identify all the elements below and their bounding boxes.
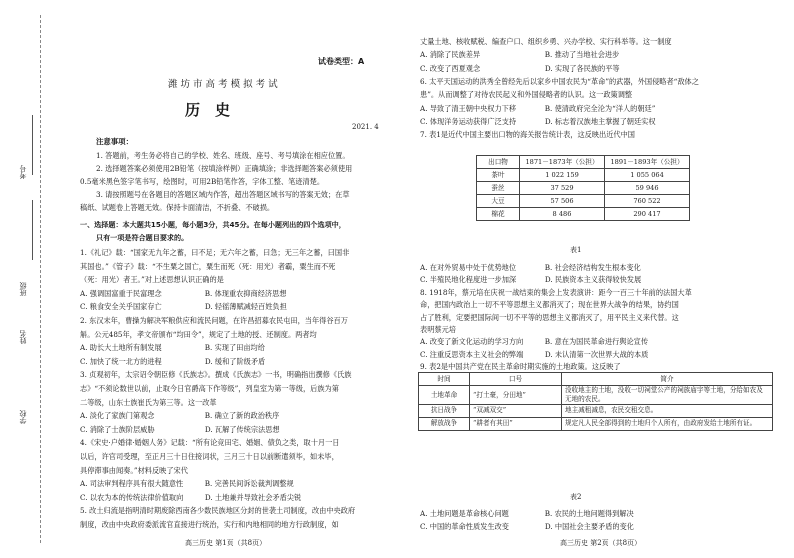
table1-row <box>477 169 690 182</box>
question-line: C. 消除了士族阶层威胁 D. 瓦解了传统宗法思想 <box>80 424 280 434</box>
table1-caption: 表1 <box>570 246 582 254</box>
table2-cell: “双减双交” <box>470 404 562 417</box>
note-line: 1. 答题前，考生务必将自己的学校、姓名、班级、座号、考号填涂在相应位置。 <box>96 151 350 160</box>
question-line: A. 淡化了家族门第观念 B. 确立了新的政治秩序 <box>80 411 280 421</box>
table1-cell: 37 529 <box>520 182 605 195</box>
footer-right: 高三历史 第2页（共8页） <box>560 539 642 547</box>
question-line: 患”。从而调整了对待农民起义和外国侵略者的认识。这一政策调整 <box>420 90 633 100</box>
question-line: A. 强调国富重于民富理念 B. 体现重农抑商经济思想 <box>80 288 287 298</box>
table2-header: 口号 <box>470 373 562 386</box>
table1-header-row <box>477 156 690 169</box>
question-line: 2. 东汉末年，曹操为解决军粮供应和流民问题，在许昌招募农民屯田，当年得谷百万 <box>80 316 348 325</box>
banji-underline <box>32 200 34 260</box>
question-line: 表明蔡元培 <box>420 325 456 334</box>
table1-cell: 蚕丝 <box>477 182 520 195</box>
table2-cell: “耕者有其田” <box>470 417 562 430</box>
question-line: 6. 太平天国运动的洪秀全曾经先后以家乡中国农民为“革命”的武器，外国侵略者“敌体之 <box>420 76 699 86</box>
question-line: A. 在对外贸易中处于优势地位 B. 社会经济结构发生根本变化 <box>420 263 641 272</box>
table2-cell: 土地革命 <box>419 386 470 405</box>
question-line: C. 体现洋务运动获得广泛支持 D. 标志着汉族地主掌握了朝廷实权 <box>420 116 656 126</box>
question-line: C. 半殖民地化程度进一步加深 D. 民族资本主义获得较快发展 <box>420 275 642 285</box>
footer-left: 高三历史 第1页（共8页） <box>185 539 267 547</box>
question-line: C. 改变了西夏观念 D. 实现了各民族的平等 <box>420 63 620 73</box>
question-line: 8. 1918年，蔡元培在庆祝一战结束的集会上发表演讲：距今一百三十年前的法国大革 <box>420 287 692 297</box>
table2-header: 时间 <box>419 373 470 386</box>
question-line: A. 助长大土地所有制发展 B. 实现了田亩均给 <box>80 343 265 353</box>
note-line: 0.5毫米黑色签字笔书写，绘图时，可用2B铅笔作答，字体工整、笔迹清楚。 <box>80 177 325 186</box>
table2-header: 简介 <box>562 373 773 386</box>
question-line: A. 导致了清王朝中央权力下移 B. 使清政府完全沦为“洋人的朝廷” <box>420 103 656 113</box>
table2-cell: “打土豪，分田地” <box>470 386 562 405</box>
paper-type: 试卷类型：A <box>318 57 365 66</box>
exam-date: 2021. 4 <box>352 123 379 131</box>
question-line: 占了胜利，定要把国际间一切不平等的思想主义都消灭了，用平民主义来代替。这 <box>420 312 679 322</box>
kaohao-label: 考号 <box>19 165 27 179</box>
question-line: 斛。公元485年，孝文帝颁布“均田令”，规定了土地的授、还制度。两者均 <box>80 329 317 339</box>
table1-cell: 棉花 <box>477 208 520 221</box>
table2-cell: 解放战争 <box>419 417 470 430</box>
question-line: 3. 贞观初年，太宗诏令朝臣修《氏族志》。撰成《氏族志》一书，明确指出撰修《氏族 <box>80 370 352 380</box>
section1-line1: 一、选择题：本大题共15小题，每小题3分，共45分。在每小题列出的四个选项中， <box>80 220 346 229</box>
table1-row <box>477 208 690 221</box>
question-line: 二等级，山东士族崔氏为第三等。这一改革 <box>80 397 217 407</box>
table2 <box>418 372 773 431</box>
subject-title: 历 史 <box>185 101 231 119</box>
table2-cell: 规定凡人民全部得到的土地归个人所有，由政府发给土地所有证。 <box>562 417 773 430</box>
question-line: 志》“不须论数世以前，止取今日官爵高下作等级”，列皇室为第一等级，后族为第 <box>80 384 339 393</box>
table1-cell: 290 417 <box>605 208 690 221</box>
question-line: A. 土地问题是革命核心问题 B. 农民的土地问题得到解决 <box>420 509 634 518</box>
kaohao-underline <box>32 115 34 175</box>
question-line: A. 消除了民族差异 B. 推动了当地社会进步 <box>420 50 620 60</box>
question-line: C. 粮食安全关乎国家存亡 D. 轻徭薄赋减轻百姓负担 <box>80 302 287 312</box>
banji-label: 班级 <box>19 282 27 296</box>
question-line: 制度，改由中央政府委派流官直接进行统治，实行和内地相同的地方行政制度，如 <box>80 520 339 529</box>
question-line: 具停滞事由闻奏。”材料反映了宋代 <box>80 465 188 475</box>
table1-row <box>477 195 690 208</box>
note-line: 稿纸、试题卷上答题无效。保持卡面清洁，不折叠、不破损。 <box>80 203 275 212</box>
table1-cell: 1 055 064 <box>605 169 690 182</box>
question-line: 4.《宋史·户婚律·婚姻人务》记载：“所有论竞田宅、婚姻、债负之类，取十月一日 <box>80 438 340 448</box>
question-line: （死：用光）者王。”对上述思想认识正确的是 <box>80 275 224 285</box>
question-line: C. 加快了统一北方的进程 D. 缓和了阶级矛盾 <box>80 356 266 366</box>
note-line: 3. 请按照题号在各题目的答题区域内作答，超出答题区域书写的答案无效；在草 <box>96 190 350 199</box>
question-line: 命，把国内政治上一切不平等思想主义都消灭了；现在世界大战争的结果，协约国 <box>420 300 679 310</box>
table1-cell: 57 506 <box>520 195 605 208</box>
question-line: 以后，许官司受理，至正月三十日住接词状，三月三十日以前断遣须毕，如未毕， <box>80 452 339 461</box>
table1-cell: 大豆 <box>477 195 520 208</box>
section1-line2: 只有一项是符合题目要求的。 <box>96 233 189 242</box>
question-line: C. 以农为本的传统法律价值取向 D. 土地兼并导致社会矛盾尖锐 <box>80 492 302 502</box>
question-line: 丈量土地、核收赋税、编查户口、组织乡勇、兴办学校、实行科举等。这一制度 <box>420 37 672 46</box>
question-line: C. 中国的革命性质发生改变 D. 中国社会主要矛盾的变化 <box>420 522 634 531</box>
table1-header: 1891－1893年（公担） <box>605 156 690 169</box>
notes-title: 注意事项： <box>96 137 133 146</box>
table2-caption: 表2 <box>570 493 582 501</box>
table1-cell: 59 946 <box>605 182 690 195</box>
binding-line <box>40 15 41 543</box>
question-line: C. 注重反思资本主义社会的弊端 D. 未认清第一次世界大战的本质 <box>420 349 649 359</box>
question-line: A. 改变了新文化运动的学习方向 B. 意在为国民革命进行舆论宣传 <box>420 337 649 347</box>
table2-cell: 地主减租减息，农民交租交息。 <box>562 404 773 417</box>
table2-row <box>419 417 773 430</box>
table2-row <box>419 386 773 405</box>
table1-header: 1871－1873年（公担） <box>520 156 605 169</box>
table2-row <box>419 404 773 417</box>
question-line: 5. 改土归流是指明清时期废除西南各少数民族地区分封的世袭土司制度，改由中央政府 <box>80 506 356 516</box>
xuexiao-label: 学校 <box>19 410 27 424</box>
question-line: 1.《礼记》载：“国家无九年之蓄，曰不足；无六年之蓄，曰急；无三年之蓄，曰国非 <box>80 248 350 257</box>
table2-header-row <box>419 373 773 386</box>
table2-cell: 没收地主的土地，没收一切祠堂公产的祠族庙宇等土地，分给如农及无地的农民。 <box>562 386 773 405</box>
table1-cell: 1 022 159 <box>520 169 605 182</box>
note-line: 2. 选择题答案必须使用2B铅笔（按填涂样例）正确填涂；非选择题答案必须使用 <box>96 164 353 173</box>
table1-header: 出口物 <box>477 156 520 169</box>
question-line: 其国也。”《管子》载：“不生粟之国亡，粟生而死（死：用光）者霸，粟生而不死 <box>80 261 336 271</box>
table2-cell: 抗日战争 <box>419 404 470 417</box>
table1 <box>476 155 690 221</box>
table1-cell: 8 486 <box>520 208 605 221</box>
question-line: A. 司法审判程序具有很大随意性 B. 完善民间诉讼裁判调整规 <box>80 479 294 489</box>
table1-row <box>477 182 690 195</box>
question-line: 7. 表1是近代中国主要出口物的海关报告统计表，这反映出近代中国 <box>420 130 635 140</box>
exam-name: 潍 坊 市 高 考 模 拟 考 试 <box>168 79 278 90</box>
xingming-label: 姓名 <box>19 330 27 344</box>
table1-cell: 茶叶 <box>477 169 520 182</box>
table1-cell: 760 522 <box>605 195 690 208</box>
question-line: 9. 表2是中国共产党在民主革命时期实施的土地政策。这反映了 <box>420 362 621 372</box>
